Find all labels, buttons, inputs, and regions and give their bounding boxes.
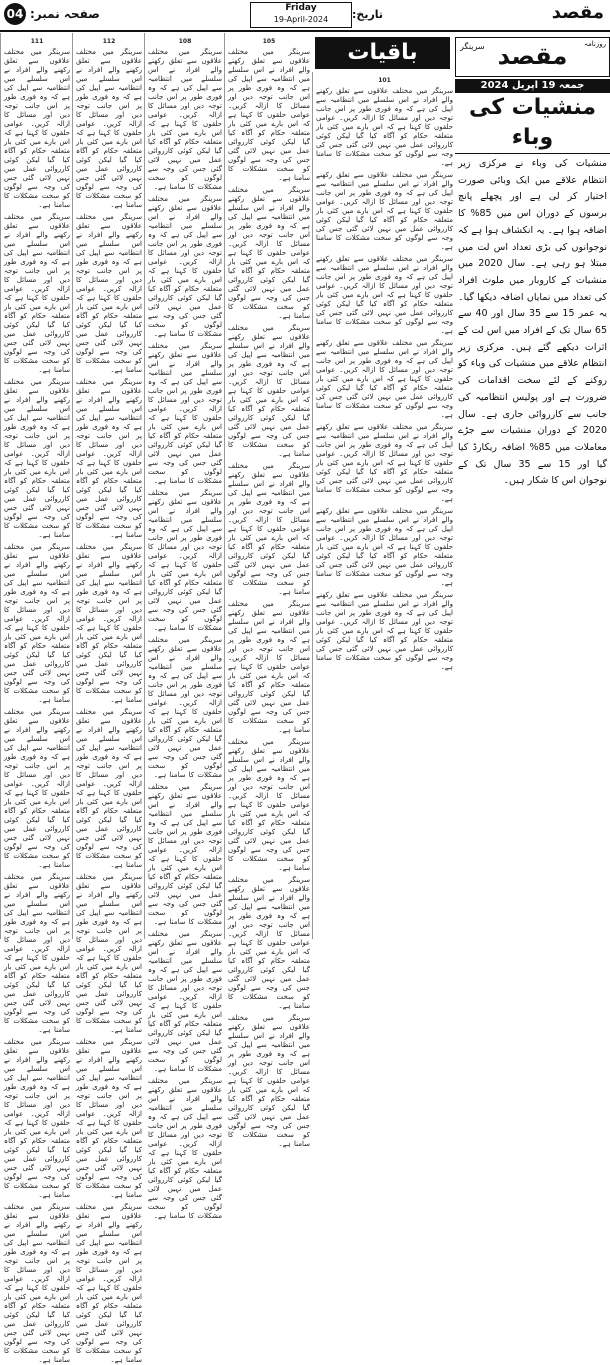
paragraph: سرینگر میں مختلف علاقوں سے تعلق رکھنے والے افراد نے اس سلسلے میں انتظامیہ سے اپیل کی ہے کہ وہ فوری طور پر اس جانب توجہ دیں اور مسائل کا ازالہ کریں۔ عوامی حلقوں کا کہنا ہے کہ اس بارے میں کئی بار متعلقہ حکام کو آگاہ کیا گیا لیکن کوئی کارروائی عمل میں نہیں لائی گئی جس کی وجہ سے لوگوں کو سخت مشکلات کا سامنا ہے۔: [76, 213, 142, 374]
paragraph: سرینگر میں مختلف علاقوں سے تعلق رکھنے والے افراد نے اس سلسلے میں انتظامیہ سے اپیل کی ہے کہ وہ فوری طور پر اس جانب توجہ دیں اور مسائل کا ازالہ کریں۔ عوامی حلقوں کا کہنا ہے کہ اس بارے میں کئی بار متعلقہ حکام کو آگاہ کیا گیا لیکن کوئی کارروائی عمل میں نہیں لائی گئی جس کی وجہ سے لوگوں کو سخت مشکلات کا سامنا ہے۔: [148, 48, 222, 191]
editorial-paper-name: مقصد: [497, 42, 568, 70]
paragraph: سرینگر میں مختلف علاقوں سے تعلق رکھنے والے افراد نے اس سلسلے میں انتظامیہ سے اپیل کی ہے کہ وہ فوری طور پر اس جانب توجہ دیں اور مسائل کا ازالہ کریں۔ عوامی حلقوں کا کہنا ہے کہ اس بارے میں کئی بار متعلقہ حکام کو آگاہ کیا گیا لیکن کوئی کارروائی عمل میں نہیں لائی گئی جس کی وجہ سے لوگوں کو سخت مشکلات کا سامنا ہے۔: [316, 171, 453, 251]
column-text: [145, 37, 225, 1221]
editorial-masthead: [455, 37, 610, 77]
paragraph: سرینگر میں مختلف علاقوں سے تعلق رکھنے والے افراد نے اس سلسلے میں انتظامیہ سے اپیل کی ہے کہ وہ فوری طور پر اس جانب توجہ دیں اور مسائل کا ازالہ کریں۔ عوامی حلقوں کا کہنا ہے کہ اس بارے میں کئی بار متعلقہ حکام کو آگاہ کیا گیا لیکن کوئی کارروائی عمل میں نہیں لائی گئی جس کی وجہ سے لوگوں کو سخت مشکلات کا سامنا ہے۔: [316, 507, 453, 587]
paragraph: سرینگر میں مختلف علاقوں سے تعلق رکھنے والے افراد نے اس سلسلے میں انتظامیہ سے اپیل کی ہے کہ وہ فوری طور پر اس جانب توجہ دیں اور مسائل کا ازالہ کریں۔ عوامی حلقوں کا کہنا ہے کہ اس بارے میں کئی بار متعلقہ حکام کو آگاہ کیا گیا لیکن کوئی کارروائی عمل میں نہیں لائی گئی جس کی وجہ سے لوگوں کو سخت مشکلات کا سامنا ہے۔: [4, 873, 70, 1034]
paragraph: سرینگر میں مختلف علاقوں سے تعلق رکھنے والے افراد نے اس سلسلے میں انتظامیہ سے اپیل کی ہے کہ وہ فوری طور پر اس جانب توجہ دیں اور مسائل کا ازالہ کریں۔ عوامی حلقوں کا کہنا ہے کہ اس بارے میں کئی بار متعلقہ حکام کو آگاہ کیا گیا لیکن کوئی کارروائی عمل میں نہیں لائی گئی جس کی وجہ سے لوگوں کو سخت مشکلات کا سامنا ہے۔: [148, 1077, 222, 1220]
paragraph: سرینگر میں مختلف علاقوں سے تعلق رکھنے والے افراد نے اس سلسلے میں انتظامیہ سے اپیل کی ہے کہ وہ فوری طور پر اس جانب توجہ دیں اور مسائل کا ازالہ کریں۔ عوامی حلقوں کا کہنا ہے کہ اس بارے میں کئی بار متعلقہ حکام کو آگاہ کیا گیا لیکن کوئی کارروائی عمل میں نہیں لائی گئی جس کی وجہ سے لوگوں کو سخت مشکلات کا سامنا ہے۔: [228, 738, 310, 872]
news-column-3: [144, 33, 225, 1220]
editorial-body: منشیات کی وباء نے مرکزی زیر انتظام علاقے میں ایک وبائی صورت اختیار کر لی ہے اور پچھلے پانچ برسوں کے دوران اس میں 85% کا اضافہ ہوا ہے۔ یہ انکشاف ہوا ہے کہ نوجوانوں کی بڑی تعداد اس لت میں مبتلا ہو رہی ہے۔ سال 2020 میں منشیات کے کاروبار میں ملوث افراد کی تعداد میں نمایاں اضافہ دیکھا گیا۔ یہ عمر 15 سے 35 سال اور 40 سے 65 سال تک کے افراد میں اس لت کے اثرات دیکھے گئے ہیں۔ مرکزی زیر انتظام علاقے میں منشیات کی وباء کو روکنے کے لئے سخت اقدامات کی ضرورت ہے اور پولیس انتظامیہ کی جانب سے کارروائی جاری ہے۔ سال 2020 کے دوران منشیات سے جڑے معاملات میں 85% اضافہ ریکارڈ کیا گیا اور 15 سے 35 سال تک کے نوجوان اس کا شکار ہیں۔: [458, 158, 607, 487]
column-text: [1, 37, 73, 1365]
paragraph: سرینگر میں مختلف علاقوں سے تعلق رکھنے والے افراد نے اس سلسلے میں انتظامیہ سے اپیل کی ہے کہ وہ فوری طور پر اس جانب توجہ دیں اور مسائل کا ازالہ کریں۔ عوامی حلقوں کا کہنا ہے کہ اس بارے میں کئی بار متعلقہ حکام کو آگاہ کیا گیا لیکن کوئی کارروائی عمل میں نہیں لائی گئی جس کی وجہ سے لوگوں کو سخت مشکلات کا سامنا ہے۔: [76, 1038, 142, 1199]
column-text: [73, 37, 145, 1365]
paragraph: سرینگر میں مختلف علاقوں سے تعلق رکھنے والے افراد نے اس سلسلے میں انتظامیہ سے اپیل کی ہے کہ وہ فوری طور پر اس جانب توجہ دیں اور مسائل کا ازالہ کریں۔ عوامی حلقوں کا کہنا ہے کہ اس بارے میں کئی بار متعلقہ حکام کو آگاہ کیا گیا لیکن کوئی کارروائی عمل میں نہیں لائی گئی جس کی وجہ سے لوگوں کو سخت مشکلات کا سامنا ہے۔: [4, 1203, 70, 1364]
paragraph: سرینگر میں مختلف علاقوں سے تعلق رکھنے والے افراد نے اس سلسلے میں انتظامیہ سے اپیل کی ہے کہ وہ فوری طور پر اس جانب توجہ دیں اور مسائل کا ازالہ کریں۔ عوامی حلقوں کا کہنا ہے کہ اس بارے میں کئی بار متعلقہ حکام کو آگاہ کیا گیا لیکن کوئی کارروائی عمل میں نہیں لائی گئی جس کی وجہ سے لوگوں کو سخت مشکلات کا سامنا ہے۔: [228, 600, 310, 734]
paragraph: سرینگر میں مختلف علاقوں سے تعلق رکھنے والے افراد نے اس سلسلے میں انتظامیہ سے اپیل کی ہے کہ وہ فوری طور پر اس جانب توجہ دیں اور مسائل کا ازالہ کریں۔ عوامی حلقوں کا کہنا ہے کہ اس بارے میں کئی بار متعلقہ حکام کو آگاہ کیا گیا لیکن کوئی کارروائی عمل میں نہیں لائی گئی جس کی وجہ سے لوگوں کو سخت مشکلات کا سامنا ہے۔: [76, 543, 142, 704]
news-column-4b: [72, 33, 145, 1364]
column-heading: 101: [378, 77, 391, 84]
page-number: 04: [4, 3, 26, 25]
column-heading: 112: [102, 38, 116, 45]
column-heading: 105: [262, 38, 276, 45]
paragraph: سرینگر میں مختلف علاقوں سے تعلق رکھنے والے افراد نے اس سلسلے میں انتظامیہ سے اپیل کی ہے کہ وہ فوری طور پر اس جانب توجہ دیں اور مسائل کا ازالہ کریں۔ عوامی حلقوں کا کہنا ہے کہ اس بارے میں کئی بار متعلقہ حکام کو آگاہ کیا گیا لیکن کوئی کارروائی عمل میں نہیں لائی گئی جس کی وجہ سے لوگوں کو سخت مشکلات کا سامنا ہے۔: [148, 636, 222, 779]
paragraph: سرینگر میں مختلف علاقوں سے تعلق رکھنے والے افراد نے اس سلسلے میں انتظامیہ سے اپیل کی ہے کہ وہ فوری طور پر اس جانب توجہ دیں اور مسائل کا ازالہ کریں۔ عوامی حلقوں کا کہنا ہے کہ اس بارے میں کئی بار متعلقہ حکام کو آگاہ کیا گیا لیکن کوئی کارروائی عمل میں نہیں لائی گئی جس کی وجہ سے لوگوں کو سخت مشکلات کا سامنا ہے۔: [148, 195, 222, 338]
news-column-2: [224, 33, 313, 1148]
masthead: مقصد: [551, 2, 604, 23]
paragraph: سرینگر میں مختلف علاقوں سے تعلق رکھنے والے افراد نے اس سلسلے میں انتظامیہ سے اپیل کی ہے کہ وہ فوری طور پر اس جانب توجہ دیں اور مسائل کا ازالہ کریں۔ عوامی حلقوں کا کہنا ہے کہ اس بارے میں کئی بار متعلقہ حکام کو آگاہ کیا گیا لیکن کوئی کارروائی عمل میں نہیں لائی گئی جس کی وجہ سے لوگوں کو سخت مشکلات کا سامنا ہے۔: [76, 48, 142, 209]
news-column-1: [312, 72, 456, 939]
paragraph: سرینگر میں مختلف علاقوں سے تعلق رکھنے والے افراد نے اس سلسلے میں انتظامیہ سے اپیل کی ہے کہ وہ فوری طور پر اس جانب توجہ دیں اور مسائل کا ازالہ کریں۔ عوامی حلقوں کا کہنا ہے کہ اس بارے میں کئی بار متعلقہ حکام کو آگاہ کیا گیا لیکن کوئی کارروائی عمل میں نہیں لائی گئی جس کی وجہ سے لوگوں کو سخت مشکلات کا سامنا ہے۔: [4, 213, 70, 374]
paragraph: سرینگر میں مختلف علاقوں سے تعلق رکھنے والے افراد نے اس سلسلے میں انتظامیہ سے اپیل کی ہے کہ وہ فوری طور پر اس جانب توجہ دیں اور مسائل کا ازالہ کریں۔ عوامی حلقوں کا کہنا ہے کہ اس بارے میں کئی بار متعلقہ حکام کو آگاہ کیا گیا لیکن کوئی کارروائی عمل میں نہیں لائی گئی جس کی وجہ سے لوگوں کو سخت مشکلات کا سامنا ہے۔: [4, 48, 70, 209]
column-text: [225, 37, 313, 1149]
paragraph: سرینگر میں مختلف علاقوں سے تعلق رکھنے والے افراد نے اس سلسلے میں انتظامیہ سے اپیل کی ہے کہ وہ فوری طور پر اس جانب توجہ دیں اور مسائل کا ازالہ کریں۔ عوامی حلقوں کا کہنا ہے کہ اس بارے میں کئی بار متعلقہ حکام کو آگاہ کیا گیا لیکن کوئی کارروائی عمل میں نہیں لائی گئی جس کی وجہ سے لوگوں کو سخت مشکلات کا سامنا ہے۔: [4, 378, 70, 539]
paragraph: سرینگر میں مختلف علاقوں سے تعلق رکھنے والے افراد نے اس سلسلے میں انتظامیہ سے اپیل کی ہے کہ وہ فوری طور پر اس جانب توجہ دیں اور مسائل کا ازالہ کریں۔ عوامی حلقوں کا کہنا ہے کہ اس بارے میں کئی بار متعلقہ حکام کو آگاہ کیا گیا لیکن کوئی کارروائی عمل میں نہیں لائی گئی جس کی وجہ سے لوگوں کو سخت مشکلات کا سامنا ہے۔: [148, 342, 222, 485]
date-box: [250, 2, 352, 28]
editorial-date: جمعہ 19 اپریل 2024: [455, 79, 610, 93]
page-header: [0, 0, 610, 32]
paragraph: سرینگر میں مختلف علاقوں سے تعلق رکھنے والے افراد نے اس سلسلے میں انتظامیہ سے اپیل کی ہے کہ وہ فوری طور پر اس جانب توجہ دیں اور مسائل کا ازالہ کریں۔ عوامی حلقوں کا کہنا ہے کہ اس بارے میں کئی بار متعلقہ حکام کو آگاہ کیا گیا لیکن کوئی کارروائی عمل میں نہیں لائی گئی جس کی وجہ سے لوگوں کو سخت مشکلات کا سامنا ہے۔: [316, 339, 453, 419]
column-heading: 111: [30, 38, 44, 45]
paragraph: سرینگر میں مختلف علاقوں سے تعلق رکھنے والے افراد نے اس سلسلے میں انتظامیہ سے اپیل کی ہے کہ وہ فوری طور پر اس جانب توجہ دیں اور مسائل کا ازالہ کریں۔ عوامی حلقوں کا کہنا ہے کہ اس بارے میں کئی بار متعلقہ حکام کو آگاہ کیا گیا لیکن کوئی کارروائی عمل میں نہیں لائی گئی جس کی وجہ سے لوگوں کو سخت مشکلات کا سامنا ہے۔: [228, 324, 310, 458]
page-number-block: [4, 3, 100, 25]
paragraph: سرینگر میں مختلف علاقوں سے تعلق رکھنے والے افراد نے اس سلسلے میں انتظامیہ سے اپیل کی ہے کہ وہ فوری طور پر اس جانب توجہ دیں اور مسائل کا ازالہ کریں۔ عوامی حلقوں کا کہنا ہے کہ اس بارے میں کئی بار متعلقہ حکام کو آگاہ کیا گیا لیکن کوئی کارروائی عمل میں نہیں لائی گئی جس کی وجہ سے لوگوں کو سخت مشکلات کا سامنا ہے۔: [316, 423, 453, 503]
paragraph: سرینگر میں مختلف علاقوں سے تعلق رکھنے والے افراد نے اس سلسلے میں انتظامیہ سے اپیل کی ہے کہ وہ فوری طور پر اس جانب توجہ دیں اور مسائل کا ازالہ کریں۔ عوامی حلقوں کا کہنا ہے کہ اس بارے میں کئی بار متعلقہ حکام کو آگاہ کیا گیا لیکن کوئی کارروائی عمل میں نہیں لائی گئی جس کی وجہ سے لوگوں کو سخت مشکلات کا سامنا ہے۔: [228, 1014, 310, 1148]
paragraph: سرینگر میں مختلف علاقوں سے تعلق رکھنے والے افراد نے اس سلسلے میں انتظامیہ سے اپیل کی ہے کہ وہ فوری طور پر اس جانب توجہ دیں اور مسائل کا ازالہ کریں۔ عوامی حلقوں کا کہنا ہے کہ اس بارے میں کئی بار متعلقہ حکام کو آگاہ کیا گیا لیکن کوئی کارروائی عمل میں نہیں لائی گئی جس کی وجہ سے لوگوں کو سخت مشکلات کا سامنا ہے۔: [76, 1203, 142, 1364]
date-label: تاریخ:: [352, 8, 384, 21]
editorial-small-label: روزنامہ: [583, 40, 606, 48]
date: 19-April-2024: [273, 15, 329, 24]
editorial-headline: منشیات کی وباء: [455, 93, 610, 154]
column-heading: 108: [178, 38, 192, 45]
paragraph: سرینگر میں مختلف علاقوں سے تعلق رکھنے والے افراد نے اس سلسلے میں انتظامیہ سے اپیل کی ہے کہ وہ فوری طور پر اس جانب توجہ دیں اور مسائل کا ازالہ کریں۔ عوامی حلقوں کا کہنا ہے کہ اس بارے میں کئی بار متعلقہ حکام کو آگاہ کیا گیا لیکن کوئی کارروائی عمل میں نہیں لائی گئی جس کی وجہ سے لوگوں کو سخت مشکلات کا سامنا ہے۔: [148, 489, 222, 632]
paragraph: سرینگر میں مختلف علاقوں سے تعلق رکھنے والے افراد نے اس سلسلے میں انتظامیہ سے اپیل کی ہے کہ وہ فوری طور پر اس جانب توجہ دیں اور مسائل کا ازالہ کریں۔ عوامی حلقوں کا کہنا ہے کہ اس بارے میں کئی بار متعلقہ حکام کو آگاہ کیا گیا لیکن کوئی کارروائی عمل میں نہیں لائی گئی جس کی وجہ سے لوگوں کو سخت مشکلات کا سامنا ہے۔: [4, 1038, 70, 1199]
editorial-column: [455, 33, 610, 939]
paragraph: سرینگر میں مختلف علاقوں سے تعلق رکھنے والے افراد نے اس سلسلے میں انتظامیہ سے اپیل کی ہے کہ وہ فوری طور پر اس جانب توجہ دیں اور مسائل کا ازالہ کریں۔ عوامی حلقوں کا کہنا ہے کہ اس بارے میں کئی بار متعلقہ حکام کو آگاہ کیا گیا لیکن کوئی کارروائی عمل میں نہیں لائی گئی جس کی وجہ سے لوگوں کو سخت مشکلات کا سامنا ہے۔: [228, 462, 310, 596]
paragraph: سرینگر میں مختلف علاقوں سے تعلق رکھنے والے افراد نے اس سلسلے میں انتظامیہ سے اپیل کی ہے کہ وہ فوری طور پر اس جانب توجہ دیں اور مسائل کا ازالہ کریں۔ عوامی حلقوں کا کہنا ہے کہ اس بارے میں کئی بار متعلقہ حکام کو آگاہ کیا گیا لیکن کوئی کارروائی عمل میں نہیں لائی گئی جس کی وجہ سے لوگوں کو سخت مشکلات کا سامنا ہے۔: [148, 930, 222, 1073]
section-title-baqiyat: باقیات: [315, 37, 450, 69]
paragraph: سرینگر میں مختلف علاقوں سے تعلق رکھنے والے افراد نے اس سلسلے میں انتظامیہ سے اپیل کی ہے کہ وہ فوری طور پر اس جانب توجہ دیں اور مسائل کا ازالہ کریں۔ عوامی حلقوں کا کہنا ہے کہ اس بارے میں کئی بار متعلقہ حکام کو آگاہ کیا گیا لیکن کوئی کارروائی عمل میں نہیں لائی گئی جس کی وجہ سے لوگوں کو سخت مشکلات کا سامنا ہے۔: [316, 591, 453, 671]
day: Friday: [285, 3, 317, 13]
news-column-4: [0, 33, 73, 1364]
column-text: [313, 76, 456, 672]
paragraph: سرینگر میں مختلف علاقوں سے تعلق رکھنے والے افراد نے اس سلسلے میں انتظامیہ سے اپیل کی ہے کہ وہ فوری طور پر اس جانب توجہ دیں اور مسائل کا ازالہ کریں۔ عوامی حلقوں کا کہنا ہے کہ اس بارے میں کئی بار متعلقہ حکام کو آگاہ کیا گیا لیکن کوئی کارروائی عمل میں نہیں لائی گئی جس کی وجہ سے لوگوں کو سخت مشکلات کا سامنا ہے۔: [228, 876, 310, 1010]
paragraph: سرینگر میں مختلف علاقوں سے تعلق رکھنے والے افراد نے اس سلسلے میں انتظامیہ سے اپیل کی ہے کہ وہ فوری طور پر اس جانب توجہ دیں اور مسائل کا ازالہ کریں۔ عوامی حلقوں کا کہنا ہے کہ اس بارے میں کئی بار متعلقہ حکام کو آگاہ کیا گیا لیکن کوئی کارروائی عمل میں نہیں لائی گئی جس کی وجہ سے لوگوں کو سخت مشکلات کا سامنا ہے۔: [76, 873, 142, 1034]
paragraph: سرینگر میں مختلف علاقوں سے تعلق رکھنے والے افراد نے اس سلسلے میں انتظامیہ سے اپیل کی ہے کہ وہ فوری طور پر اس جانب توجہ دیں اور مسائل کا ازالہ کریں۔ عوامی حلقوں کا کہنا ہے کہ اس بارے میں کئی بار متعلقہ حکام کو آگاہ کیا گیا لیکن کوئی کارروائی عمل میں نہیں لائی گئی جس کی وجہ سے لوگوں کو سخت مشکلات کا سامنا ہے۔: [316, 87, 453, 167]
editorial-city: سرینگر: [460, 42, 485, 51]
paragraph: سرینگر میں مختلف علاقوں سے تعلق رکھنے والے افراد نے اس سلسلے میں انتظامیہ سے اپیل کی ہے کہ وہ فوری طور پر اس جانب توجہ دیں اور مسائل کا ازالہ کریں۔ عوامی حلقوں کا کہنا ہے کہ اس بارے میں کئی بار متعلقہ حکام کو آگاہ کیا گیا لیکن کوئی کارروائی عمل میں نہیں لائی گئی جس کی وجہ سے لوگوں کو سخت مشکلات کا سامنا ہے۔: [228, 48, 310, 182]
paragraph: سرینگر میں مختلف علاقوں سے تعلق رکھنے والے افراد نے اس سلسلے میں انتظامیہ سے اپیل کی ہے کہ وہ فوری طور پر اس جانب توجہ دیں اور مسائل کا ازالہ کریں۔ عوامی حلقوں کا کہنا ہے کہ اس بارے میں کئی بار متعلقہ حکام کو آگاہ کیا گیا لیکن کوئی کارروائی عمل میں نہیں لائی گئی جس کی وجہ سے لوگوں کو سخت مشکلات کا سامنا ہے۔: [228, 186, 310, 320]
paragraph: سرینگر میں مختلف علاقوں سے تعلق رکھنے والے افراد نے اس سلسلے میں انتظامیہ سے اپیل کی ہے کہ وہ فوری طور پر اس جانب توجہ دیں اور مسائل کا ازالہ کریں۔ عوامی حلقوں کا کہنا ہے کہ اس بارے میں کئی بار متعلقہ حکام کو آگاہ کیا گیا لیکن کوئی کارروائی عمل میں نہیں لائی گئی جس کی وجہ سے لوگوں کو سخت مشکلات کا سامنا ہے۔: [76, 378, 142, 539]
paragraph: سرینگر میں مختلف علاقوں سے تعلق رکھنے والے افراد نے اس سلسلے میں انتظامیہ سے اپیل کی ہے کہ وہ فوری طور پر اس جانب توجہ دیں اور مسائل کا ازالہ کریں۔ عوامی حلقوں کا کہنا ہے کہ اس بارے میں کئی بار متعلقہ حکام کو آگاہ کیا گیا لیکن کوئی کارروائی عمل میں نہیں لائی گئی جس کی وجہ سے لوگوں کو سخت مشکلات کا سامنا ہے۔: [76, 708, 142, 869]
page-number-label: صفحہ نمبر:: [30, 7, 100, 21]
paragraph: سرینگر میں مختلف علاقوں سے تعلق رکھنے والے افراد نے اس سلسلے میں انتظامیہ سے اپیل کی ہے کہ وہ فوری طور پر اس جانب توجہ دیں اور مسائل کا ازالہ کریں۔ عوامی حلقوں کا کہنا ہے کہ اس بارے میں کئی بار متعلقہ حکام کو آگاہ کیا گیا لیکن کوئی کارروائی عمل میں نہیں لائی گئی جس کی وجہ سے لوگوں کو سخت مشکلات کا سامنا ہے۔: [4, 543, 70, 704]
paragraph: سرینگر میں مختلف علاقوں سے تعلق رکھنے والے افراد نے اس سلسلے میں انتظامیہ سے اپیل کی ہے کہ وہ فوری طور پر اس جانب توجہ دیں اور مسائل کا ازالہ کریں۔ عوامی حلقوں کا کہنا ہے کہ اس بارے میں کئی بار متعلقہ حکام کو آگاہ کیا گیا لیکن کوئی کارروائی عمل میں نہیں لائی گئی جس کی وجہ سے لوگوں کو سخت مشکلات کا سامنا ہے۔: [316, 255, 453, 335]
paragraph: سرینگر میں مختلف علاقوں سے تعلق رکھنے والے افراد نے اس سلسلے میں انتظامیہ سے اپیل کی ہے کہ وہ فوری طور پر اس جانب توجہ دیں اور مسائل کا ازالہ کریں۔ عوامی حلقوں کا کہنا ہے کہ اس بارے میں کئی بار متعلقہ حکام کو آگاہ کیا گیا لیکن کوئی کارروائی عمل میں نہیں لائی گئی جس کی وجہ سے لوگوں کو سخت مشکلات کا سامنا ہے۔: [4, 708, 70, 869]
paragraph: سرینگر میں مختلف علاقوں سے تعلق رکھنے والے افراد نے اس سلسلے میں انتظامیہ سے اپیل کی ہے کہ وہ فوری طور پر اس جانب توجہ دیں اور مسائل کا ازالہ کریں۔ عوامی حلقوں کا کہنا ہے کہ اس بارے میں کئی بار متعلقہ حکام کو آگاہ کیا گیا لیکن کوئی کارروائی عمل میں نہیں لائی گئی جس کی وجہ سے لوگوں کو سخت مشکلات کا سامنا ہے۔: [148, 783, 222, 926]
